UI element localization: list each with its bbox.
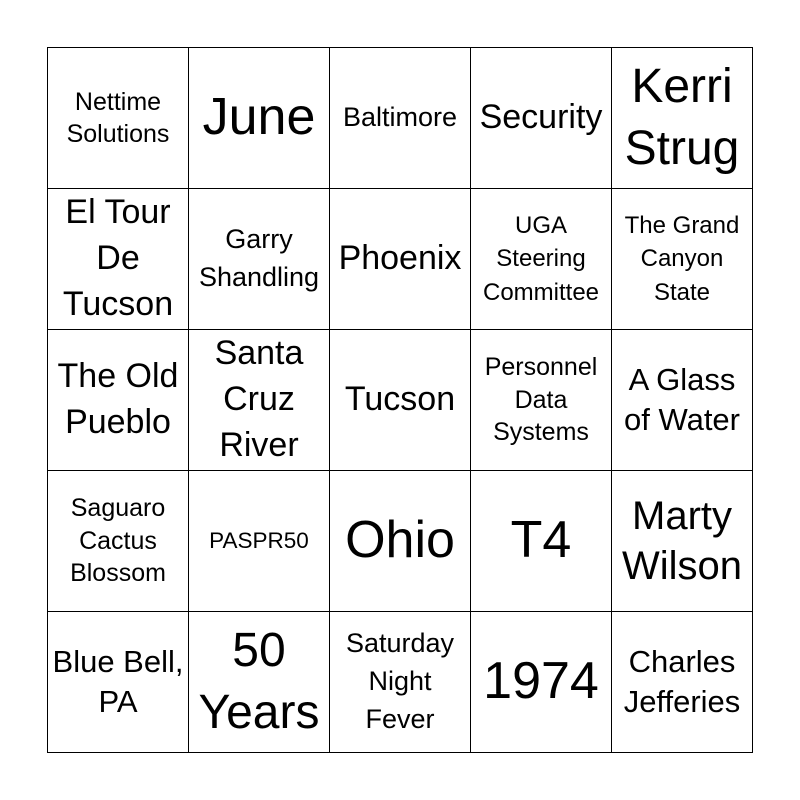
cell-label: Garry Shandling [198, 224, 320, 292]
cell-label: Nettime Solutions [66, 87, 170, 148]
cell-label: 50 Years [198, 623, 320, 739]
bingo-cell[interactable] [48, 330, 189, 471]
cell-label: UGA Steering Committee [482, 211, 600, 306]
cell-label: El Tour De Tucson [62, 193, 174, 323]
cell-label: The Grand Canyon State [624, 211, 740, 306]
cell-label: Saguaro Cactus Blossom [70, 494, 166, 588]
cell-label: Kerri Strug [624, 59, 740, 175]
bingo-cell[interactable] [330, 48, 471, 189]
bingo-cell[interactable] [471, 612, 612, 753]
cell-label: Ohio [345, 511, 455, 570]
cell-label: Santa Cruz River [214, 334, 304, 464]
bingo-cell[interactable] [48, 48, 189, 189]
cell-label: Phoenix [338, 239, 462, 278]
bingo-cell[interactable] [612, 612, 753, 753]
bingo-cell[interactable] [612, 48, 753, 189]
cell-label: PASPR50 [209, 528, 309, 554]
bingo-cell[interactable] [189, 330, 330, 471]
cell-label: Saturday Night Fever [345, 628, 455, 734]
bingo-cell[interactable] [189, 189, 330, 330]
bingo-cell[interactable] [48, 612, 189, 753]
bingo-cell[interactable] [330, 612, 471, 753]
cell-label: Blue Bell, PA [52, 643, 184, 719]
bingo-board [47, 47, 753, 753]
bingo-cell[interactable] [471, 330, 612, 471]
bingo-cell[interactable] [612, 471, 753, 612]
cell-label: Charles Jefferies [623, 643, 741, 719]
bingo-cell[interactable] [612, 189, 753, 330]
bingo-cell[interactable] [330, 471, 471, 612]
bingo-cell[interactable] [330, 189, 471, 330]
cell-label: 1974 [483, 652, 599, 711]
cell-label: June [202, 88, 316, 147]
bingo-cell[interactable] [612, 330, 753, 471]
bingo-cell[interactable] [189, 471, 330, 612]
bingo-cell[interactable] [189, 48, 330, 189]
cell-label: Personnel Data Systems [484, 353, 598, 447]
bingo-cell[interactable] [471, 48, 612, 189]
cell-label: T4 [510, 511, 572, 570]
cell-label: Tucson [344, 380, 456, 419]
cell-label: Security [479, 98, 603, 137]
bingo-cell[interactable] [189, 612, 330, 753]
cell-label: The Old Pueblo [57, 357, 179, 441]
bingo-cell[interactable] [471, 471, 612, 612]
bingo-cell[interactable] [471, 189, 612, 330]
bingo-cell[interactable] [48, 189, 189, 330]
bingo-cell[interactable] [330, 330, 471, 471]
cell-label: A Glass of Water [624, 361, 740, 437]
cell-label: Marty Wilson [621, 494, 743, 588]
bingo-cell[interactable] [48, 471, 189, 612]
cell-label: Baltimore [342, 102, 458, 133]
